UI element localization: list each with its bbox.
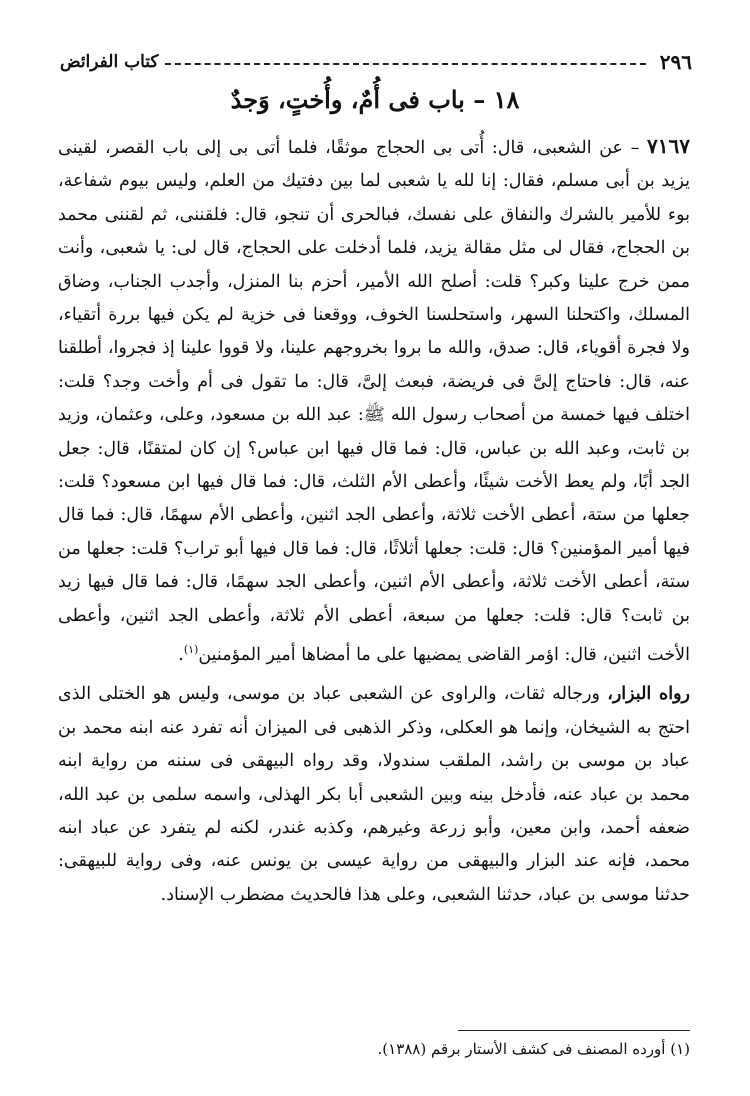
footnote-divider bbox=[458, 1030, 690, 1031]
hadith-number: ٧١٦٧ bbox=[647, 134, 690, 158]
chapter-heading: ١٨ – باب فى أُمٌ، وأُختٍ، وَجدٌ bbox=[230, 85, 520, 114]
page-number: ٢٩٦ bbox=[659, 50, 692, 74]
hadith-text: – عن الشعبى، قال: أُتى بى الحجاج موثقًا، فلما أتى بى إلى باب القصر، لقينى يزيد بن أبى مسلم، فقال: إنا لله يا شعبى لما بين دفتيك من العلم، وليس بيوم شفاعة، بوء للأمير بالشرك والنفاق على نفسك، فبالحرى أن تنجو، قال: فلقننى، ثم لقننى محمد بن الحجاج، فقال لى مثل مقالة يزيد، فلما أدخلت على الحجاج، قال لى: يا شعبى، وأنت ممن خرج علينا وكبر؟ قلت: أصلح الله الأمير، أحزم بنا المنزل، وأجدب الجناب، وضاق المسلك، واكتحلنا السهر، واستحلسنا الخوف، ووقعنا فى خزية لم يكن فيها بررة أتقياء، ولا فجرة أقوياء، قال: صدق، والله ما بروا بخروجهم علينا، ولا قووا علينا إذ فجروا، أطلقنا عنه، قال: فاحتاج إلىَّ فى فريضة، فبعث إلىَّ، قال: ما تقول فى أم وأخت وجد؟ قلت: اختلف فيها خمسة من أصحاب رسول الله ﷺ: عبد الله بن مسعود، وعلى، وعثمان، وزيد بن ثابت، وعبد الله بن عباس، قال: فما قال فيها ابن عباس؟ إن كان لمتقنًا، قال: جعل الجد أبًا، ولم يعط الأخت شيئًا، وأعطى الأم الثلث، قال: فما قال فيها ابن مسعود؟ قلت: جعلها من ستة، أعطى الأخت ثلاثة، وأعطى الجد اثنين، وأعطى الأم سهمًا، قال: فما قال فيها أمير المؤمنين؟ قال: قلت: جعلها أثلاثًا، قال: فما قال فيها أبو تراب؟ قلت: جعلها من ستة، أعطى الأخت ثلاثة، وأعطى الأم اثنين، وأعطى الجد سهمًا، قال: فما قال فيها زيد بن ثابت؟ قال: قلت: جعلها من سبعة، أعطى الأم ثلاثة، وأعطى الجد اثنين، وأعطى الأخت اثنين، قال: اؤمر القاضى يمضيها على ما أمضاها أمير المؤمنين bbox=[58, 138, 690, 665]
header-dash-line bbox=[165, 63, 646, 65]
page-body bbox=[58, 130, 690, 912]
commentary-paragraph bbox=[58, 678, 690, 912]
hadith-end: . bbox=[178, 644, 184, 665]
hadith-paragraph bbox=[58, 130, 690, 672]
footnote: (١) أورده المصنف فى كشف الأستار برقم (١٣٨٨). bbox=[377, 1040, 690, 1058]
footnote-reference: (١) bbox=[183, 643, 199, 657]
commentary-text: ورجاله ثقات، والراوى عن الشعبى عباد بن موسى، وليس هو الختلى الذى احتج به الشيخان، وإنما هو العكلى، وذكر الذهبى فى الميزان أنه تفرد عنه ابنه محمد بن عباد بن موسى بن راشد، الملقب سندولا، وقد رواه البيهقى فى سننه من رواية ابنه محمد بن عباد عنه، فأدخل بينه وبين الشعبى أبا بكر الهذلى، واسمه سلمى بن عبد الله، ضعفه أحمد، وابن معين، وأبو زرعة وغيرهم، وكذبه غندر، لكنه لم يتفرد عن عباد ابنه محمد، فإنه عند البزار والبيهقى من رواية عيسى بن يونس عنه، وفى رواية للبيهقى: حدثنا موسى بن عباد، حدثنا الشعبى، وعلى هذا فالحديث مضطرب الإسناد. bbox=[58, 684, 690, 905]
book-title: كتاب الفرائض bbox=[60, 52, 159, 72]
running-head bbox=[60, 50, 692, 74]
commentary-lead: رواه البزار، bbox=[607, 684, 690, 705]
